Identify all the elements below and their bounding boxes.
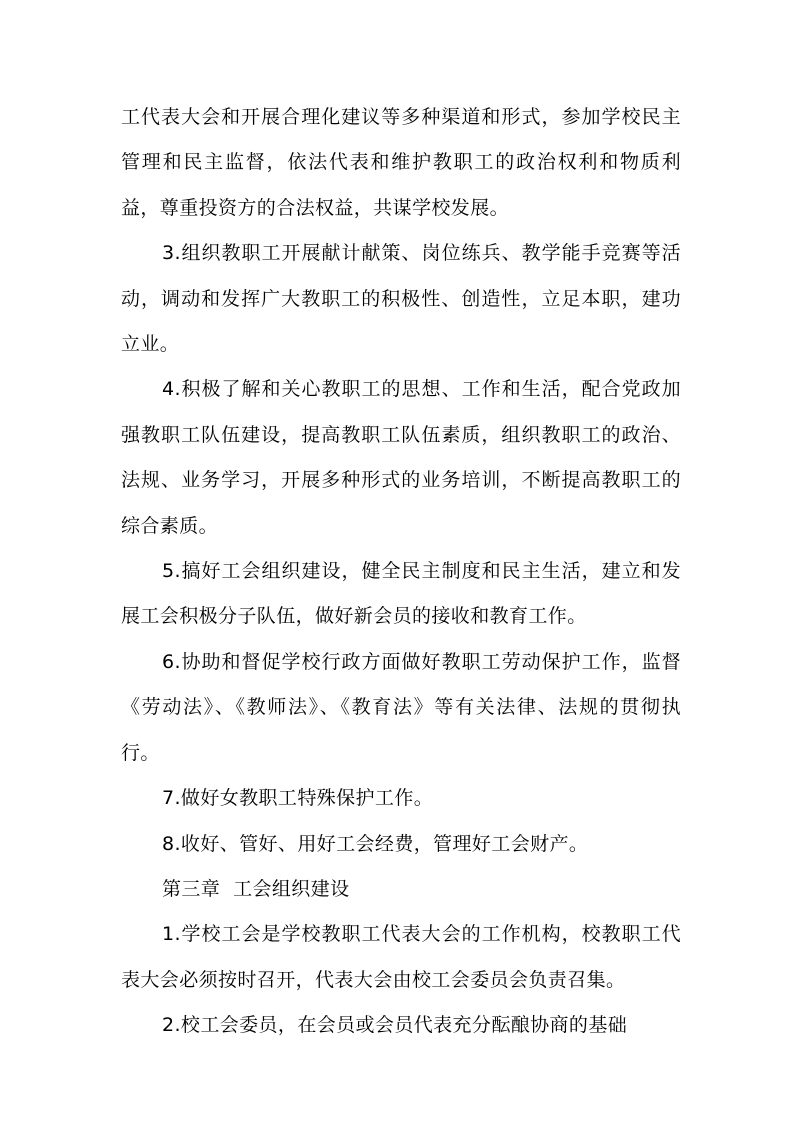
- paragraph-item-5: 5.搞好工会组织建设，健全民主制度和民主生活，建立和发展工会积极分子队伍，做好新会员的接收和教育工作。: [121, 560, 681, 628]
- paragraph-item-4: 4.积极了解和关心教职工的思想、工作和生活，配合党政加强教职工队伍建设，提高教职工队伍素质，组织教职工的政治、法规、业务学习，开展多种形式的业务培训，不断提高教职工的综合素质。: [121, 378, 681, 537]
- paragraph-item-6: 6.协助和督促学校行政方面做好教职工劳动保护工作，监督《劳动法》、《教师法》、《教育法》等有关法律、法规的贯彻执行。: [121, 650, 681, 764]
- paragraph-item-8: 8.收好、管好、用好工会经费，管理好工会财产。: [162, 832, 589, 855]
- paragraph-item-7: 7.做好女教职工特殊保护工作。: [162, 787, 434, 810]
- paragraph-chapter3-item-1: 1.学校工会是学校教职工代表大会的工作机构，校教职工代表大会必须按时召开，代表大会由校工会委员会负责召集。: [121, 923, 681, 991]
- paragraph-continued: 工代表大会和开展合理化建议等多种渠道和形式，参加学校民主管理和民主监督，依法代表和维护教职工的政治权利和物质利益，尊重投资方的合法权益，共谋学校发展。: [121, 106, 681, 219]
- paragraph-chapter3-item-2: 2.校工会委员，在会员或会员代表充分酝酿协商的基础: [162, 1014, 628, 1037]
- paragraph-item-3: 3.组织教职工开展献计献策、岗位练兵、教学能手竞赛等活动，调动和发挥广大教职工的积极性、创造性，立足本职，建功立业。: [121, 242, 681, 356]
- chapter-heading: 第三章 工会组织建设: [162, 877, 350, 900]
- document-body: [121, 95, 681, 1049]
